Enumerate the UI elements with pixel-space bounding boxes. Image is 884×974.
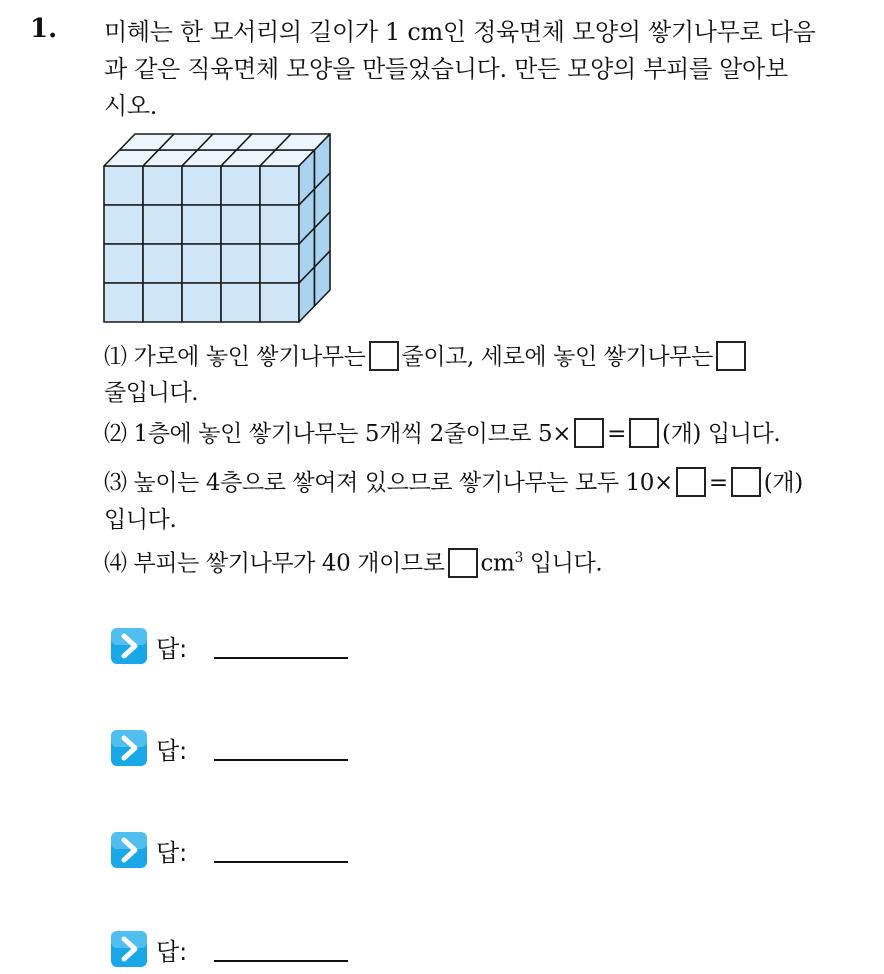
- blank-box[interactable]: [629, 418, 659, 448]
- answer-label: 답:: [156, 736, 188, 765]
- chevron-right-icon: [110, 930, 148, 968]
- sub3-text-d: 입니다.: [104, 507, 177, 533]
- cube-face: [104, 205, 143, 244]
- sub4-text-c: 입니다.: [522, 550, 603, 577]
- cube-face: [260, 283, 299, 322]
- question-text: [104, 14, 864, 125]
- cube-face: [221, 244, 260, 283]
- sub2-text-c: (개) 입니다.: [662, 421, 781, 447]
- cube-face: [143, 166, 182, 205]
- subquestion-4: [104, 540, 602, 582]
- cube-face: [182, 283, 221, 322]
- sub3-text-b: =: [708, 470, 728, 496]
- subquestion-1: [104, 339, 749, 375]
- sub3-text-a: ⑶ 높이는 4층으로 쌓여져 있으므로 쌓기나무는 모두 10×: [104, 470, 673, 496]
- cube-face: [221, 166, 260, 205]
- chevron-right-icon: [110, 729, 148, 767]
- blank-box[interactable]: [574, 418, 604, 448]
- cube-face: [143, 205, 182, 244]
- subquestion-3-cont: [104, 502, 176, 538]
- cube-face: [182, 205, 221, 244]
- cube-face: [104, 283, 143, 322]
- cube-face: [104, 166, 143, 205]
- answer-line[interactable]: [214, 861, 348, 863]
- cube-face: [143, 244, 182, 283]
- sub1-text-b: 줄이고, 세로에 놓인 쌓기나무는: [401, 344, 713, 370]
- question-number: 1.: [30, 14, 58, 44]
- cuboid-front-face: [104, 166, 299, 322]
- answer-label: 답:: [156, 634, 188, 663]
- blank-box[interactable]: [676, 467, 706, 497]
- cube-face: [260, 166, 299, 205]
- sub2-text-b: =: [607, 421, 627, 447]
- cube-face: [182, 166, 221, 205]
- sub4-text-a: ⑷ 부피는 쌓기나무가 40 개이므로: [104, 550, 445, 577]
- answer-line[interactable]: [214, 960, 348, 962]
- chevron-right-icon: [110, 627, 148, 665]
- answer-line[interactable]: [214, 759, 348, 761]
- cube-face: [104, 244, 143, 283]
- sub3-text-c: (개): [763, 470, 803, 496]
- chevron-right-icon: [110, 831, 148, 869]
- cube-face: [221, 205, 260, 244]
- answer-label: 답:: [156, 937, 188, 966]
- answer-row: [110, 930, 187, 968]
- sub4-exponent: 3: [514, 550, 523, 566]
- cuboid-figure: [102, 132, 336, 324]
- cube-face: [260, 205, 299, 244]
- sub1-text-a: ⑴ 가로에 놓인 쌓기나무는: [104, 344, 366, 370]
- cube-face: [260, 244, 299, 283]
- question-text-line-1: 미혜는 한 모서리의 길이가 1 cm인 정육면체 모양의 쌓기나무로 다음: [104, 18, 816, 46]
- question-text-line-3: 시오.: [104, 92, 158, 120]
- subquestion-3: [104, 465, 803, 501]
- sub4-unit: cm: [480, 550, 515, 577]
- blank-box[interactable]: [448, 548, 478, 578]
- cuboid-side-face: [299, 134, 330, 322]
- question-text-line-2: 과 같은 직육면체 모양을 만들었습니다. 만든 모양의 부피를 알아보: [104, 55, 788, 83]
- blank-box[interactable]: [716, 341, 746, 371]
- answer-label: 답:: [156, 838, 188, 867]
- cube-face: [143, 283, 182, 322]
- blank-box[interactable]: [731, 467, 761, 497]
- subquestion-1-cont: [104, 375, 198, 411]
- cuboid-top-face: [104, 134, 330, 166]
- cube-face: [221, 283, 260, 322]
- answer-line[interactable]: [214, 657, 348, 659]
- cube-face: [182, 244, 221, 283]
- sub1-text-c: 줄입니다.: [104, 380, 199, 406]
- subquestion-2: [104, 416, 780, 452]
- sub2-text-a: ⑵ 1층에 놓인 쌓기나무는 5개씩 2줄이므로 5×: [104, 421, 572, 447]
- answer-row: [110, 627, 187, 665]
- answer-row: [110, 831, 187, 869]
- answer-row: [110, 729, 187, 767]
- blank-box[interactable]: [369, 341, 399, 371]
